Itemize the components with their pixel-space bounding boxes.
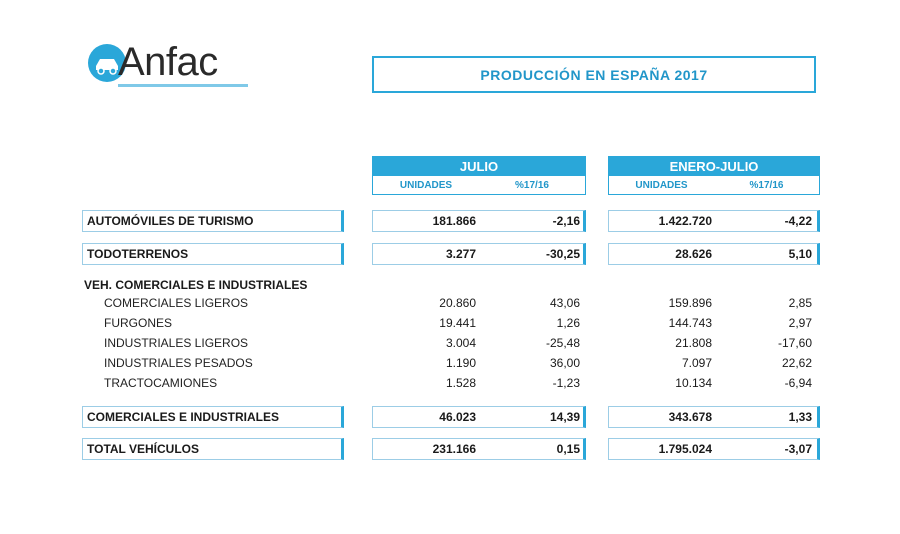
sub-ej-units: 144.743 [668,316,712,330]
sub-label: COMERCIALES LIGEROS [104,296,249,310]
sub-julio-pct: 1,26 [556,316,580,330]
sub-label: FURGONES [104,316,173,330]
sub-julio-units: 1.190 [445,356,476,370]
total-julio-units: 231.166 [432,442,476,456]
sub-julio-units: 1.528 [445,376,476,390]
sub-ej-pct: 22,62 [781,356,812,370]
sub-julio-pct: -1,23 [552,376,580,390]
julio-units-header: UNIDADES [399,179,453,191]
sub-julio-units: 20.860 [439,296,476,310]
sub-ej-pct: -6,94 [784,376,812,390]
turismo-ej-pct: -4,22 [784,214,812,228]
sub-julio-pct: 36,00 [549,356,580,370]
turismo-ej-units: 1.422.720 [658,214,712,228]
row-turismo-label: AUTOMÓVILES DE TURISMO [82,210,344,232]
total-ej-units: 1.795.024 [658,442,712,456]
row-com-ind-label: COMERCIALES E INDUSTRIALES [82,406,344,428]
com-ind-ej-units: 343.678 [668,410,712,424]
logo-tagline [118,84,248,87]
logo-text: Anfac [118,40,218,84]
sub-ej-units: 159.896 [668,296,712,310]
sub-ej-pct: 2,97 [788,316,812,330]
todoterrenos-ej-units: 28.626 [675,247,712,261]
julio-pct-header: %17/16 [515,179,549,191]
enero-julio-subheader [608,176,820,195]
turismo-julio-pct: -2,16 [552,214,580,228]
total-julio-pct: 0,15 [556,442,580,456]
enero-julio-units-header: UNIDADES [635,179,688,191]
row-todoterrenos-label: TODOTERRENOS [82,243,344,265]
sub-label: TRACTOCAMIONES [104,376,218,390]
enero-julio-header-group [608,156,820,195]
enero-julio-pct-header: %17/16 [749,179,784,191]
section-comerciales-industriales: VEH. COMERCIALES E INDUSTRIALES [84,278,308,292]
page-title: PRODUCCIÓN EN ESPAÑA 2017 [372,56,816,93]
todoterrenos-julio-units: 3.277 [445,247,476,261]
sub-julio-pct: 43,06 [549,296,580,310]
total-ej-pct: -3,07 [784,442,812,456]
sub-label: INDUSTRIALES LIGEROS [104,336,249,350]
anfac-logo [88,40,248,94]
sub-julio-pct: -25,48 [545,336,580,350]
sub-julio-units: 3.004 [445,336,476,350]
todoterrenos-ej-pct: 5,10 [788,247,812,261]
com-ind-julio-pct: 14,39 [549,410,580,424]
turismo-julio-units: 181.866 [432,214,476,228]
row-total-label: TOTAL VEHÍCULOS [82,438,344,460]
julio-header-group [372,156,586,195]
sub-ej-pct: -17,60 [777,336,812,350]
julio-subheader [372,176,586,195]
sub-ej-pct: 2,85 [788,296,812,310]
sub-ej-units: 10.134 [675,376,712,390]
enero-julio-header: ENERO-JULIO [608,156,820,176]
sub-label: INDUSTRIALES PESADOS [104,356,253,370]
com-ind-julio-units: 46.023 [439,410,476,424]
sub-ej-units: 21.808 [675,336,712,350]
sub-julio-units: 19.441 [439,316,476,330]
julio-header: JULIO [372,156,586,176]
com-ind-ej-pct: 1,33 [788,410,812,424]
sub-ej-units: 7.097 [681,356,712,370]
todoterrenos-julio-pct: -30,25 [545,247,580,261]
